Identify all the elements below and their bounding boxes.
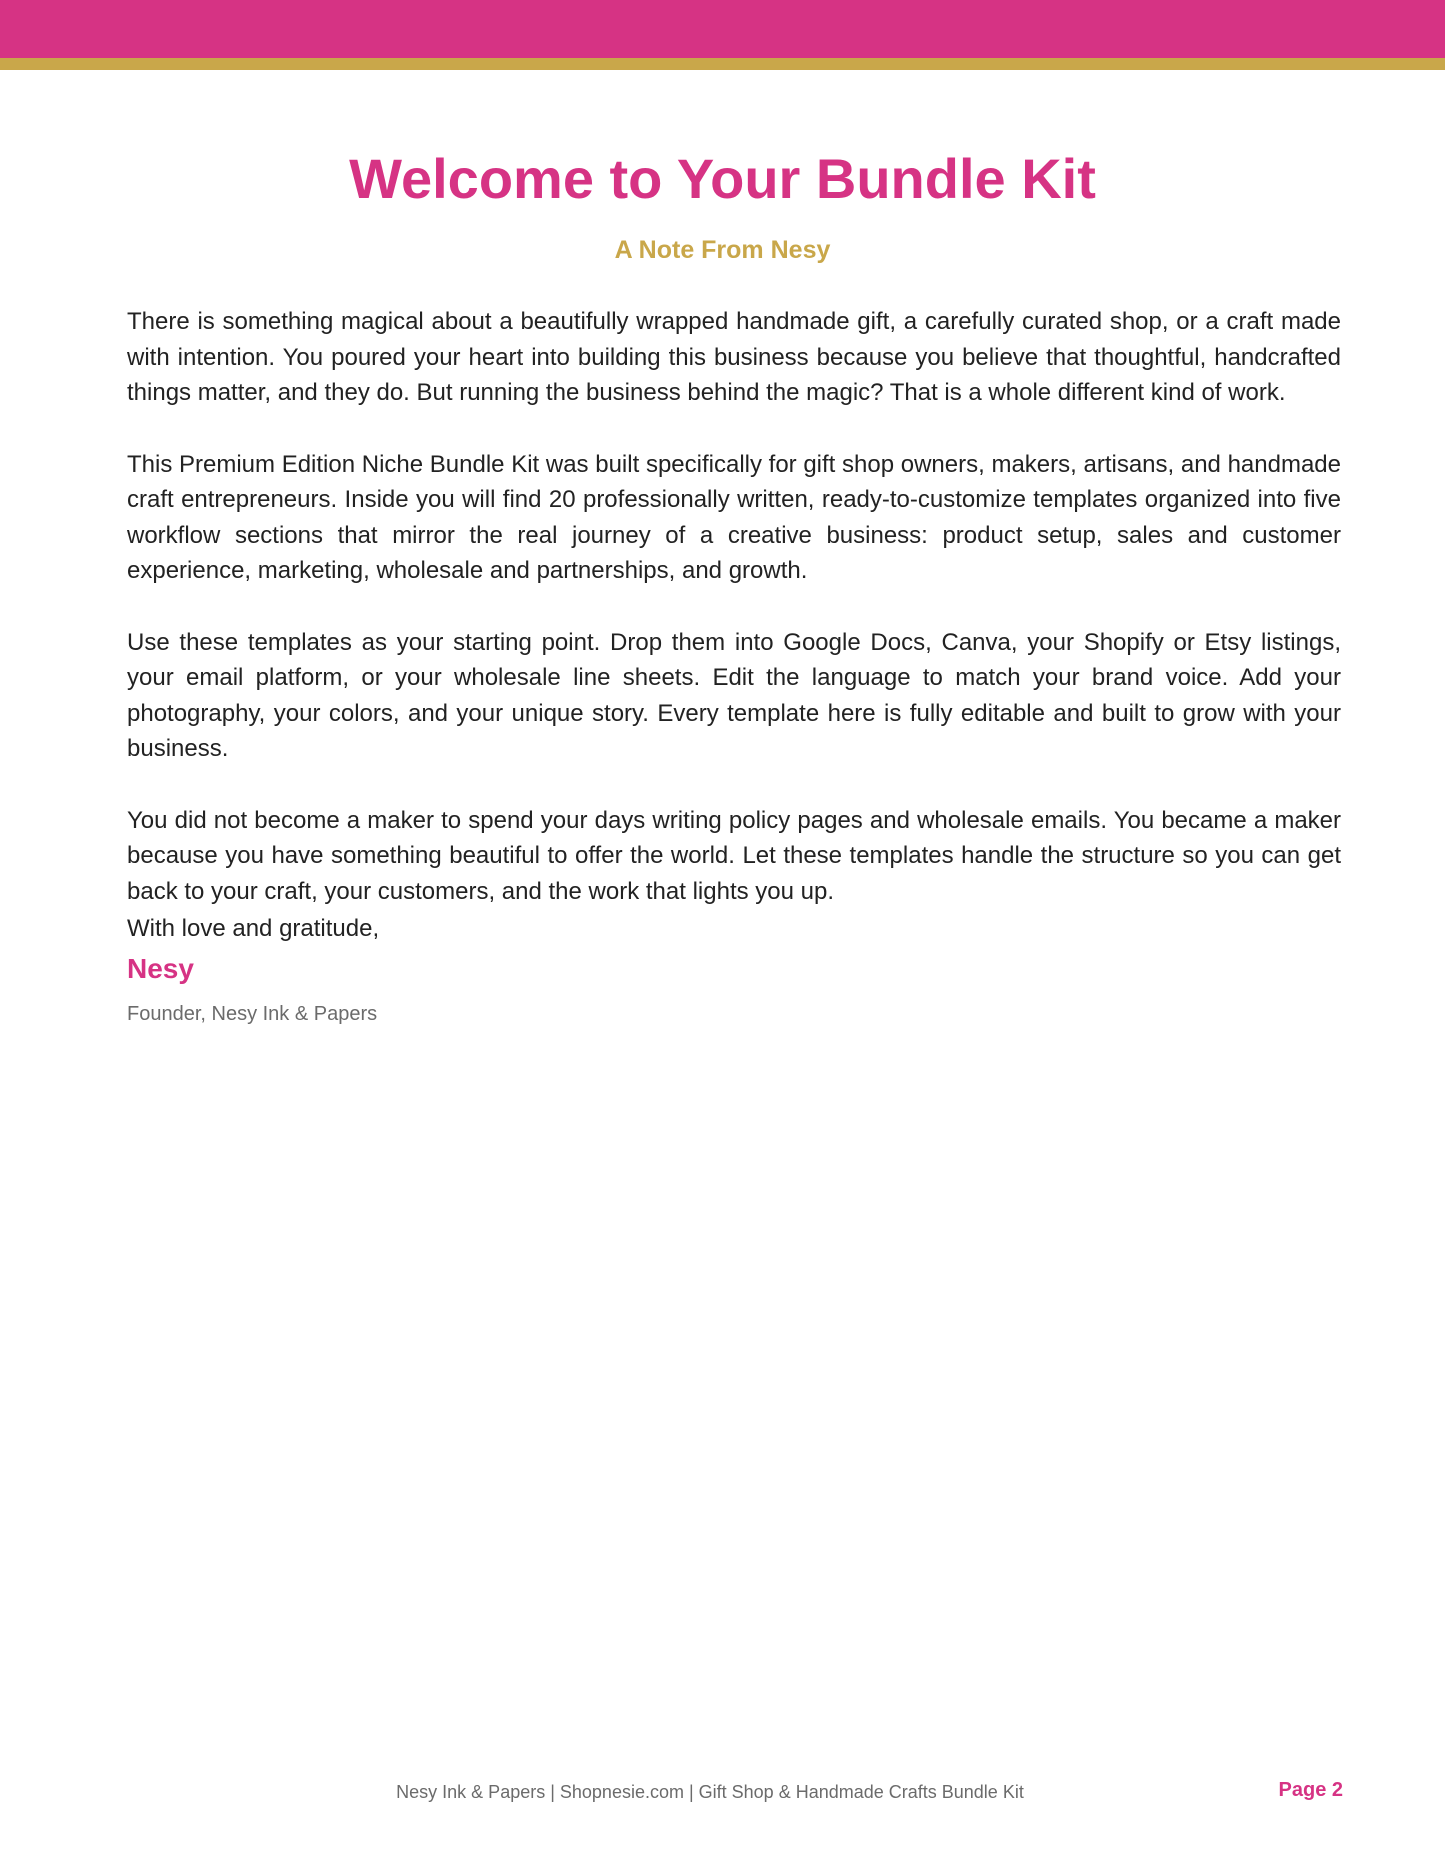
page-title: Welcome to Your Bundle Kit bbox=[349, 147, 1096, 210]
footer-text: Nesy Ink & Papers | Shopnesie.com | Gift Shop & Handmade Crafts Bundle Kit bbox=[396, 1782, 1024, 1802]
letter-closing: With love and gratitude, bbox=[127, 915, 380, 942]
signature-role: Founder, Nesy Ink & Papers bbox=[127, 1003, 378, 1025]
letter-paragraph: You did not become a maker to spend your days writing policy pages and wholesale emails. You became a maker because you have something beautiful to offer the world. Let these templates handle the structure so you can get back to your craft, your customers, and the work that lights you up. bbox=[127, 806, 1341, 905]
letter-body bbox=[127, 304, 1341, 1029]
letter-paragraph: Use these templates as your starting point. Drop them into Google Docs, Canva, your Shopify or Etsy listings, your email platform, or your wholesale line sheets. Edit the language to match your brand voice. Add your photography, your colors, and your unique story. Every template here is fully editable and built to grow with your business. bbox=[127, 628, 1341, 762]
letter-paragraph: This Premium Edition Niche Bundle Kit was built specifically for gift shop owners, makers, artisans, and handmade craft entrepreneurs. Inside you will find 20 professionally written, ready-to-customize templates organized into five workflow sections that mirror the real journey of a creative business: product setup, sales and customer experience, marketing, wholesale and partnerships, and growth. bbox=[127, 450, 1341, 584]
signature-name: Nesy bbox=[127, 953, 194, 984]
header-band bbox=[0, 0, 1445, 58]
page-subtitle: A Note From Nesy bbox=[614, 236, 831, 264]
letter-paragraph: There is something magical about a beautifully wrapped handmade gift, a carefully curated shop, or a craft made with intention. You poured your heart into building this business because you believe that thoughtful, handcrafted things matter, and they do. But running the business behind the magic? That is a whole different kind of work. bbox=[127, 308, 1341, 406]
page-number: Page 2 bbox=[1278, 1779, 1343, 1801]
header-gold-rule bbox=[0, 58, 1445, 70]
